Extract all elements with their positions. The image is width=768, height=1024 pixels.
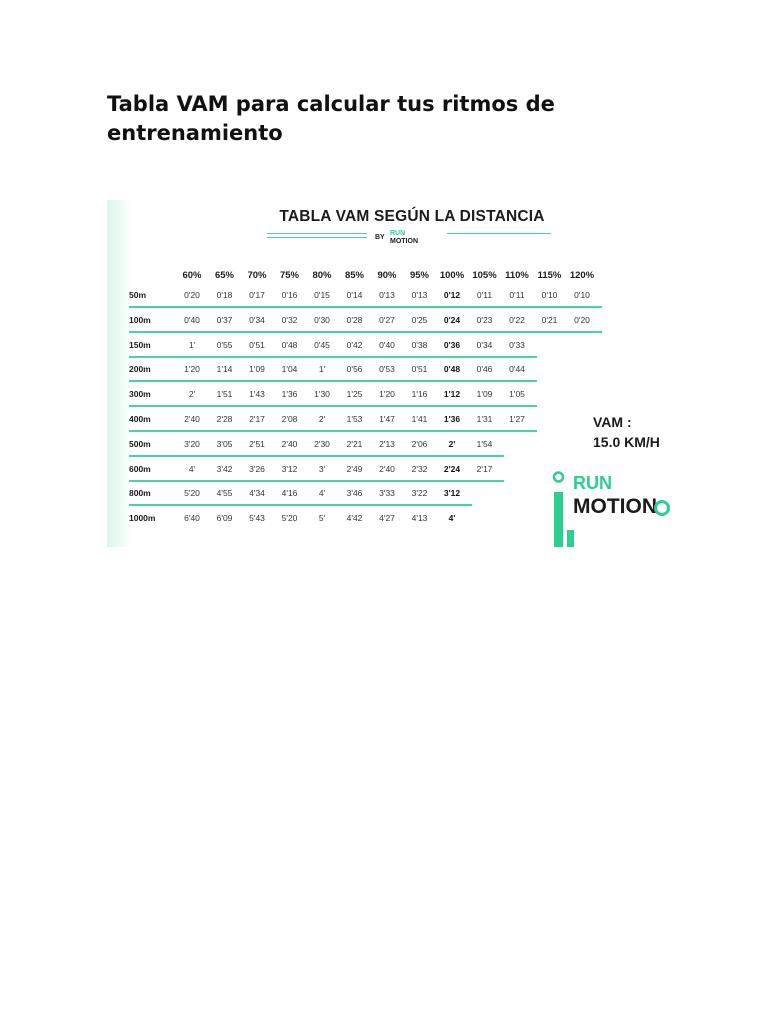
table-cell: 3'20	[184, 438, 200, 449]
table-cell: 2'17	[249, 414, 265, 424]
table-cell: 4'	[448, 513, 456, 524]
table-cell: 1'47	[379, 414, 395, 424]
table-cell: 1'12	[443, 389, 461, 400]
table-cell: 4'	[188, 463, 196, 474]
table-cell: 0'44	[509, 364, 525, 375]
row-divider	[129, 480, 504, 482]
table-cell: 1'04	[281, 364, 298, 375]
table-cell: 1'20	[379, 389, 395, 400]
table-cell: 2'06	[411, 438, 428, 449]
row-divider	[129, 331, 602, 333]
table-cell: 0'40	[379, 339, 395, 350]
table-cell: 0'20	[574, 314, 590, 325]
table-cell: 0'13	[411, 290, 428, 300]
table-cell: 2'49	[346, 463, 363, 474]
table-cell: 0'13	[379, 290, 395, 300]
table-cell: 2'17	[476, 463, 493, 474]
logo-motion-large: MOTION	[573, 495, 657, 518]
table-cell: 1'36	[281, 389, 298, 400]
row-label: 600m	[129, 463, 151, 474]
table-cell: 1'53	[346, 414, 363, 424]
decorative-side-bar	[107, 200, 131, 547]
table-cell: 3'05	[216, 438, 233, 449]
table-cell: 0'42	[346, 339, 363, 350]
table-cell: 0'53	[379, 364, 395, 375]
table-cell: 0'38	[411, 339, 428, 350]
table-cell: 0'37	[216, 314, 233, 325]
column-header: 120%	[569, 270, 595, 281]
column-header: 65%	[214, 270, 234, 281]
table-cell: 0'34	[249, 314, 265, 325]
table-cell: 2'51	[249, 438, 265, 449]
table-cell: 0'28	[346, 314, 363, 325]
table-cell: 0'23	[476, 314, 493, 325]
row-divider	[129, 455, 504, 457]
table-cell: 0'25	[411, 314, 428, 325]
table-cell: 6'09	[216, 513, 233, 524]
table-cell: 1'54	[476, 438, 493, 449]
table-cell: 3'12	[281, 463, 298, 474]
table-cell: 4'55	[216, 488, 233, 499]
title-underline-left-2	[267, 237, 367, 238]
logo-run-large: RUN	[573, 473, 612, 493]
column-header: 105%	[472, 270, 497, 281]
table-cell: 0'24	[443, 314, 461, 325]
table-cell: 1'09	[476, 389, 493, 400]
table-cell: 0'27	[379, 314, 395, 325]
table-cell: 2'	[318, 414, 326, 424]
table-cell: 2'40	[184, 414, 200, 424]
title-underline-left	[267, 233, 367, 234]
table-cell: 0'55	[216, 339, 233, 350]
column-header: 75%	[279, 270, 299, 281]
column-header: 115%	[537, 270, 562, 281]
table-cell: 1'36	[443, 414, 461, 424]
table-cell: 2'21	[346, 438, 363, 449]
table-cell: 2'24	[443, 463, 461, 474]
table-cell: 0'32	[281, 314, 298, 325]
figure-title: TABLA VAM SEGÚN LA DISTANCIA	[279, 208, 545, 225]
table-cell: 0'22	[509, 314, 525, 325]
title-underline-right	[447, 233, 551, 234]
table-cell: 4'16	[281, 488, 298, 499]
table-cell: 6'40	[184, 513, 200, 524]
column-header: 90%	[377, 270, 397, 281]
row-label: 150m	[129, 339, 151, 350]
table-cell: 0'33	[509, 339, 525, 350]
table-cell: 2'30	[314, 438, 330, 449]
row-label: 1000m	[129, 513, 156, 524]
table-cell: 4'13	[411, 513, 428, 524]
table-cell: 0'51	[249, 339, 265, 350]
table-cell: 2'32	[411, 463, 428, 474]
table-cell: 2'40	[281, 438, 298, 449]
vam-label: VAM :	[593, 414, 632, 430]
table-cell: 1'	[188, 339, 196, 350]
by-label: BY	[375, 234, 385, 241]
table-cell: 0'46	[476, 364, 493, 375]
row-divider	[129, 430, 537, 432]
table-cell: 2'08	[281, 414, 298, 424]
logo-run-text: RUN	[390, 230, 406, 237]
table-cell: 3'	[318, 463, 326, 474]
vam-info	[593, 412, 683, 452]
table-cell: 0'12	[443, 290, 461, 300]
column-header: 100%	[439, 270, 465, 281]
runmotion-logo	[547, 465, 687, 547]
table-cell: 0'56	[346, 364, 363, 375]
table-cell: 0'16	[281, 290, 298, 300]
table-cell: 5'	[318, 513, 326, 524]
vam-table-image	[107, 200, 687, 547]
table-cell: 0'34	[476, 339, 493, 350]
column-header: 85%	[344, 270, 364, 281]
table-cell: 1'05	[509, 389, 525, 400]
table-cell: 0'10	[574, 290, 590, 300]
table-cell: 0'10	[541, 290, 558, 300]
table-cell: 4'42	[346, 513, 363, 524]
table-cell: 0'48	[281, 339, 298, 350]
table-cell: 1'30	[314, 389, 330, 400]
table-cell: 5'20	[281, 513, 298, 524]
table-cell: 0'21	[541, 314, 558, 325]
table-cell: 1'14	[216, 364, 233, 375]
table-cell: 1'31	[476, 414, 493, 424]
vam-value: 15.0 KM/H	[593, 434, 660, 450]
table-cell: 1'41	[411, 414, 428, 424]
row-divider	[129, 306, 602, 308]
page-title: Tabla VAM para calcular tus ritmos de entrenamiento	[107, 92, 555, 145]
table-cell: 3'42	[216, 463, 233, 474]
table-cell: 0'40	[184, 314, 200, 325]
table-cell: 0'36	[443, 339, 461, 350]
row-label: 400m	[129, 414, 151, 424]
logo-o-ring	[547, 465, 687, 547]
table-cell: 1'25	[346, 389, 363, 400]
table-cell: 1'09	[249, 364, 265, 375]
table-cell: 4'27	[379, 513, 395, 524]
table-cell: 0'20	[184, 290, 200, 300]
table-cell: 3'22	[411, 488, 428, 499]
logo-motion-text: MOTION	[390, 238, 418, 245]
table-cell: 0'45	[314, 339, 330, 350]
row-label: 300m	[129, 389, 151, 400]
table-cell: 4'34	[249, 488, 265, 499]
table-cell: 4'	[318, 488, 326, 499]
column-header: 60%	[182, 270, 202, 281]
table-cell: 2'	[448, 438, 456, 449]
row-label: 200m	[129, 364, 151, 375]
table-cell: 2'13	[379, 438, 395, 449]
column-header: 110%	[505, 270, 529, 281]
table-cell: 2'28	[216, 414, 233, 424]
row-label: 500m	[129, 438, 151, 449]
table-cell: 3'33	[379, 488, 395, 499]
row-label: 100m	[129, 314, 151, 325]
row-divider	[129, 356, 537, 358]
table-cell: 1'	[318, 364, 326, 375]
row-label: 800m	[129, 488, 151, 499]
column-header: 80%	[312, 270, 332, 281]
table-cell: 0'48	[443, 364, 461, 375]
row-label: 50m	[129, 290, 147, 300]
column-header: 70%	[247, 270, 267, 281]
table-cell: 0'11	[509, 290, 525, 300]
table-cell: 1'20	[184, 364, 200, 375]
table-cell: 1'51	[216, 389, 233, 400]
table-cell: 0'17	[249, 290, 265, 300]
table-cell: 0'11	[476, 290, 493, 300]
table-cell: 5'20	[184, 488, 200, 499]
table-cell: 1'27	[509, 414, 525, 424]
row-divider	[129, 380, 537, 382]
table-cell: 2'	[188, 389, 196, 400]
table-cell: 0'18	[216, 290, 233, 300]
table-cell: 3'26	[249, 463, 265, 474]
table-cell: 1'43	[249, 389, 265, 400]
table-cell: 0'15	[314, 290, 330, 300]
column-header: 95%	[409, 270, 429, 281]
table-cell: 0'51	[411, 364, 428, 375]
table-cell: 2'40	[379, 463, 395, 474]
table-cell: 3'12	[443, 488, 461, 499]
row-divider	[129, 405, 537, 407]
table-cell: 0'14	[346, 290, 363, 300]
table-cell: 1'16	[411, 389, 428, 400]
table-cell: 3'46	[346, 488, 363, 499]
table-cell: 0'30	[314, 314, 330, 325]
table-cell: 5'43	[249, 513, 265, 524]
row-divider	[129, 504, 472, 506]
